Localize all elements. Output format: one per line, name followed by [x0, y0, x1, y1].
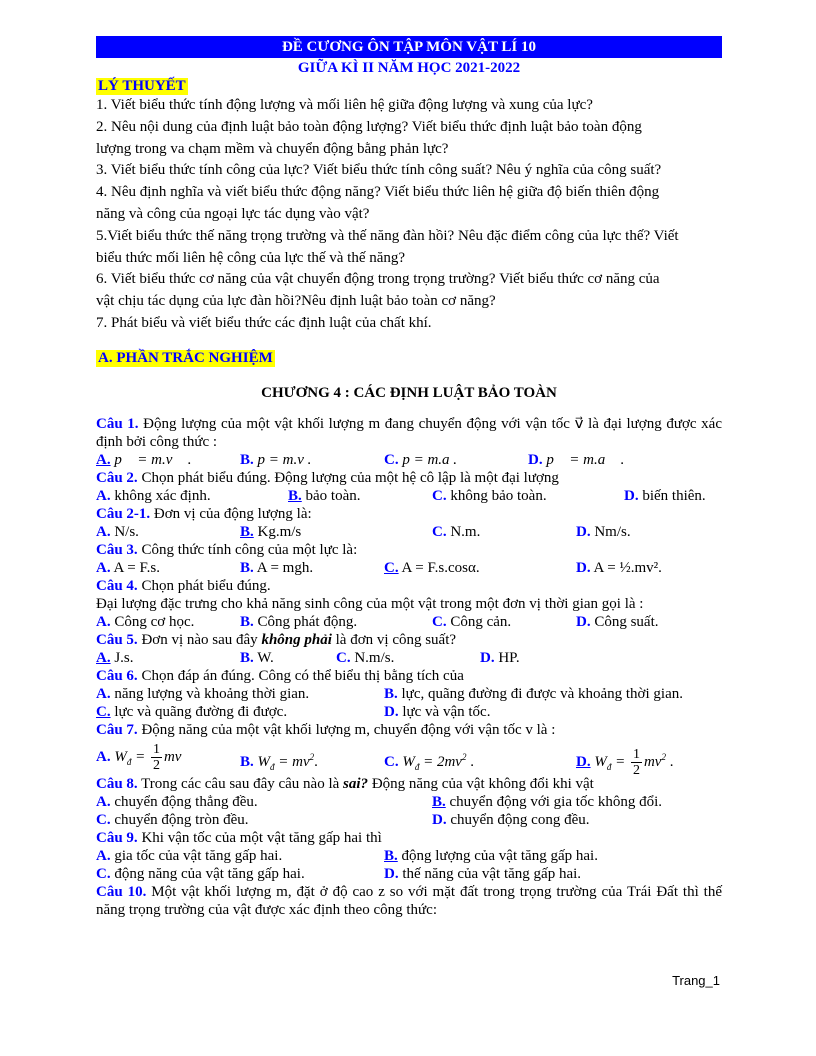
- option-b[interactable]: B. $W_đ = mv^2$.: [240, 751, 318, 772]
- option-c[interactable]: C. $W_đ = 2mv^2$ .: [384, 751, 474, 772]
- answer-row: [96, 865, 722, 883]
- option-a[interactable]: A. A = F.s.: [96, 559, 160, 576]
- option-d[interactable]: D. lực và vận tốc.: [384, 703, 491, 720]
- theory-line: 5.Viết biểu thức thế năng trọng trường và thế năng đàn hồi? Nêu đặc điểm công của lực thế? Viết: [96, 227, 679, 244]
- option-a[interactable]: A. J.s.: [96, 649, 134, 666]
- option-b[interactable]: B. bảo toàn.: [288, 487, 361, 504]
- option-c[interactable]: C. chuyển động tròn đều.: [96, 811, 249, 828]
- option-b[interactable]: B. động lượng của vật tăng gấp hai.: [384, 847, 598, 864]
- option-b[interactable]: B. lực, quãng đường đi được và khoảng thời gian.: [384, 685, 683, 702]
- question-list: [96, 415, 722, 919]
- option-b[interactable]: B. Công phát động.: [240, 613, 358, 630]
- theory-line: năng và công của ngoại lực tác dụng vào vật?: [96, 205, 370, 222]
- option-b[interactable]: B. Kg.m/s: [240, 523, 302, 540]
- chapter-heading: CHƯƠNG 4 : CÁC ĐỊNH LUẬT BẢO TOÀN: [261, 384, 557, 401]
- option-a[interactable]: A. Công cơ học.: [96, 613, 195, 630]
- option-c[interactable]: C. N.m/s.: [336, 649, 395, 666]
- theory-line: vật chịu tác dụng của lực đàn hồi?Nêu định luật bảo toàn cơ năng?: [96, 293, 496, 310]
- option-c[interactable]: C. A = F.s.cosα.: [384, 559, 480, 576]
- option-b[interactable]: B. chuyển động với gia tốc không đổi.: [432, 793, 662, 810]
- option-c[interactable]: C. N.m.: [432, 523, 481, 540]
- option-d[interactable]: D. $W_đ$ = $\frac{1}{2}$ $mv^2$ .: [576, 746, 674, 778]
- answer-row: [96, 793, 722, 811]
- section-a-heading: A. PHẦN TRẮC NGHIỆM: [98, 349, 273, 366]
- option-c[interactable]: C. động năng của vật tăng gấp hai.: [96, 865, 305, 882]
- option-c[interactable]: C. không bảo toàn.: [432, 487, 547, 504]
- answer-row: [96, 685, 722, 703]
- answer-row: [96, 613, 722, 631]
- theory-line: 4. Nêu định nghĩa và viết biểu thức động năng? Viết biểu thức liên hệ giữa độ biến thiên động: [96, 184, 660, 201]
- question-2: Câu 2. Chọn phát biểu đúng. Động lượng của một hệ cô lập là một đại lượng: [96, 469, 559, 486]
- option-d[interactable]: D. Công suất.: [576, 613, 659, 630]
- page-number: Trang_1: [672, 973, 720, 988]
- option-d[interactable]: D. HP.: [480, 649, 520, 666]
- option-a[interactable]: A. $W_đ$ = $\frac{1}{2}$ mv: [96, 741, 182, 773]
- fraction: $\frac{1}{2}$: [152, 741, 160, 773]
- question-10: Câu 10. Một vật khối lượng m, đặt ở độ cao z so với mặt đất trong trọng trường của Trái Đất thì thế năng trọng trường của vật được xác định theo công thức:: [96, 883, 722, 918]
- option-d[interactable]: D. thế năng của vật tăng gấp hai.: [384, 865, 582, 882]
- option-c[interactable]: C. p = m.a .: [384, 451, 458, 468]
- option-d[interactable]: D. Nm/s.: [576, 523, 631, 540]
- question-4-stem: Đại lượng đặc trưng cho khả năng sinh công của một vật trong một đơn vị thời gian gọi là :: [96, 595, 644, 612]
- option-c[interactable]: C. lực và quãng đường đi được.: [96, 703, 288, 720]
- option-d[interactable]: D. biến thiên.: [624, 487, 706, 504]
- fraction: $\frac{1}{2}$: [632, 746, 640, 778]
- theory-line: 3. Viết biểu thức tính công của lực? Viết biểu thức tính công suất? Nêu ý nghĩa của công suất?: [96, 162, 662, 179]
- question-3: Câu 3. Công thức tính công của một lực là:: [96, 541, 358, 558]
- option-d[interactable]: D. chuyển động cong đều.: [432, 811, 590, 828]
- theory-line: 6. Viết biểu thức cơ năng của vật chuyển động trong trọng trường? Viết biểu thức cơ năng của: [96, 271, 660, 288]
- question-5: Câu 5. Đơn vị nào sau đây không phải là đơn vị công suất?: [96, 631, 457, 648]
- option-a[interactable]: A. N/s.: [96, 523, 139, 540]
- option-c[interactable]: C. Công cản.: [432, 613, 512, 630]
- option-d[interactable]: D. p⃗ = m.a⃗ .: [528, 451, 625, 468]
- answer-row: [96, 811, 722, 829]
- answer-row: [96, 703, 722, 721]
- answer-row: [96, 451, 722, 469]
- theory-heading: LÝ THUYẾT: [98, 78, 186, 94]
- option-a[interactable]: A. không xác định.: [96, 487, 211, 504]
- question-1: Câu 1. Động lượng của một vật khối lượng m đang chuyển động với vận tốc v⃗ là đại lượng được xác định bởi công thức :: [96, 415, 722, 450]
- option-b[interactable]: B. A = mgh.: [240, 559, 314, 576]
- question-9: Câu 9. Khi vận tốc của một vật tăng gấp hai thì: [96, 829, 382, 846]
- question-4: Câu 4. Chọn phát biểu đúng.: [96, 577, 271, 594]
- theory-line: biểu thức mối liên hệ công của lực thế và thế năng?: [96, 249, 406, 266]
- answer-row: [96, 523, 722, 541]
- theory-line: 7. Phát biểu và viết biểu thức các định luật của chất khí.: [96, 314, 432, 331]
- answer-row: [96, 649, 722, 667]
- option-a[interactable]: A. chuyển động thẳng đều.: [96, 793, 258, 810]
- answer-row: [96, 847, 722, 865]
- section-a: [96, 350, 722, 367]
- option-a[interactable]: A. gia tốc của vật tăng gấp hai.: [96, 847, 283, 864]
- document-subtitle: GIỮA KÌ II NĂM HỌC 2021-2022: [297, 60, 521, 76]
- theory-line: 2. Nêu nội dung của định luật bảo toàn động lượng? Viết biểu thức định luật bảo toàn động: [96, 118, 642, 135]
- document-page: [96, 36, 722, 919]
- document-title: ĐỀ CƯƠNG ÔN TẬP MÔN VẬT LÍ 10: [96, 36, 722, 58]
- option-d[interactable]: D. A = ½.mv².: [576, 559, 662, 576]
- answer-row: [96, 559, 722, 577]
- answer-row: [96, 739, 722, 778]
- question-6: Câu 6. Chọn đáp án đúng. Công có thể biểu thị bằng tích của: [96, 667, 464, 684]
- theory-section: [96, 78, 722, 335]
- answer-row: [96, 487, 722, 505]
- option-b[interactable]: B. p = m.v .: [240, 451, 312, 468]
- question-2-1: Câu 2-1. Đơn vị của động lượng là:: [96, 505, 312, 522]
- question-7: Câu 7. Động năng của một vật khối lượng m, chuyển động với vận tốc v là :: [96, 721, 556, 738]
- option-b[interactable]: B. W.: [240, 649, 274, 666]
- theory-line: 1. Viết biểu thức tính động lượng và mối liên hệ giữa động lượng và xung của lực?: [96, 97, 593, 113]
- option-a[interactable]: A. p⃗ = m.v⃗ .: [96, 451, 192, 468]
- theory-line: lượng trong va chạm mềm và chuyển động bằng phản lực?: [96, 140, 449, 157]
- option-a[interactable]: A. năng lượng và khoảng thời gian.: [96, 685, 310, 702]
- question-8: Câu 8. Trong các câu sau đây câu nào là sai? Động năng của vật không đổi khi vật: [96, 775, 594, 792]
